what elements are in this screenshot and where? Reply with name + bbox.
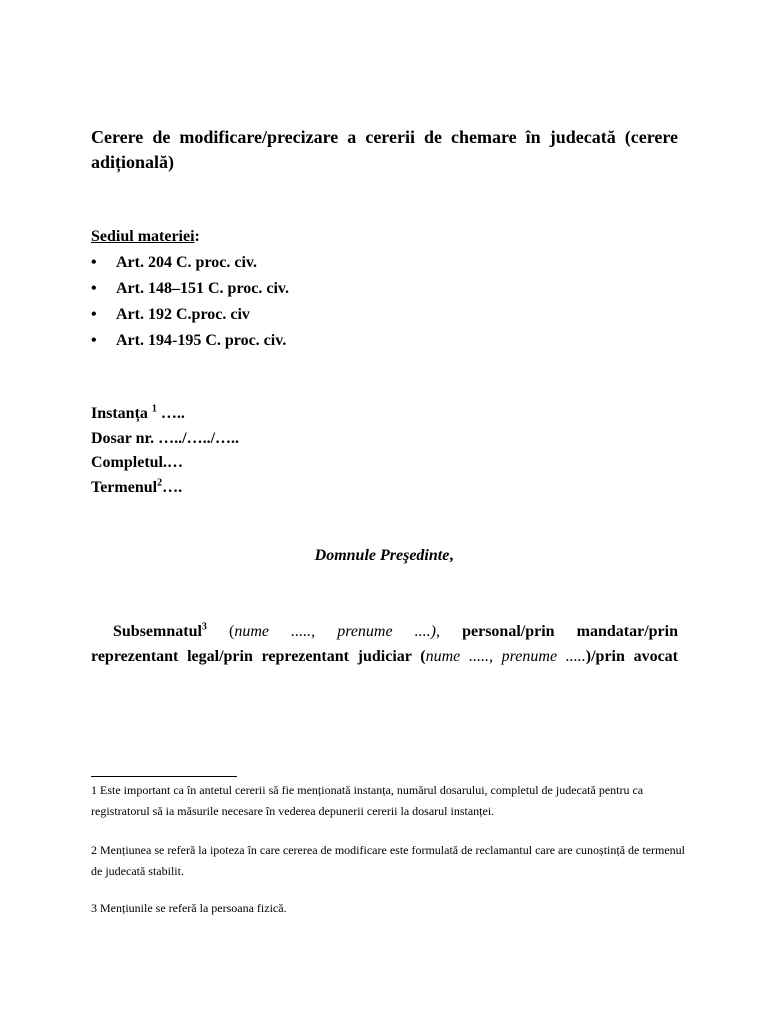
footnote-3: 3 Mențiunile se referă la persoana fizică.	[91, 901, 287, 915]
case-header	[91, 402, 239, 500]
list-item: • Art. 192 C.proc. civ	[91, 302, 289, 328]
footnote-2: 2 Mențiunea se referă la ipoteza în care cererea de modificare este formulată de reclamantul care are cunoștință de termenul de judecată stabilit.	[91, 843, 686, 878]
footnote-ref-2: 2	[157, 477, 163, 489]
list-item: • Art. 204 C. proc. civ.	[91, 250, 289, 276]
footnote-ref-1: 1	[151, 403, 157, 415]
dosar-line: Dosar nr. …../…../…..	[91, 429, 240, 447]
bullet-icon: •	[91, 332, 97, 349]
completul-line: Completul.…	[91, 454, 183, 471]
article-list	[91, 250, 289, 354]
bullet-icon: •	[91, 254, 97, 271]
list-item: • Art. 194-195 C. proc. civ.	[91, 328, 289, 354]
bullet-icon: •	[91, 280, 97, 297]
footnote-ref-3: 3	[201, 621, 207, 633]
body-line-1: Subsemnatul$^3$ (nume ....., prenume ....), personal/prin mandatar/prin	[113, 621, 678, 640]
bullet-icon: •	[91, 306, 97, 323]
sediul-materiei-heading: Sediul materiei:	[91, 228, 200, 245]
footnotes	[91, 780, 691, 919]
document-title: Cerere de modificare/precizare a cererii de chemare în judecată (cerere adițională)	[91, 127, 678, 172]
body-line-2: reprezentant legal/prin reprezentant judiciar (nume ....., prenume .....)/prin avocat	[91, 648, 679, 665]
instanta-line: Instanța $^1$ …..	[91, 403, 185, 422]
sediul-materiei-section	[91, 224, 289, 354]
footnote-1: 1 Este important ca în antetul cererii să fie menționată instanța, numărul dosarului, completul de judecată pentru ca registratorul să ia măsurile necesare în vederea depunerii cererii la dosarul instanței.	[91, 783, 644, 818]
list-item: • Art. 148–151 C. proc. civ.	[91, 276, 289, 302]
footnote-separator	[91, 776, 237, 777]
termenul-line: Termenul$^2$….	[91, 477, 183, 496]
body-paragraph	[91, 619, 678, 669]
salutation: Domnule Preşedinte,	[314, 547, 454, 564]
